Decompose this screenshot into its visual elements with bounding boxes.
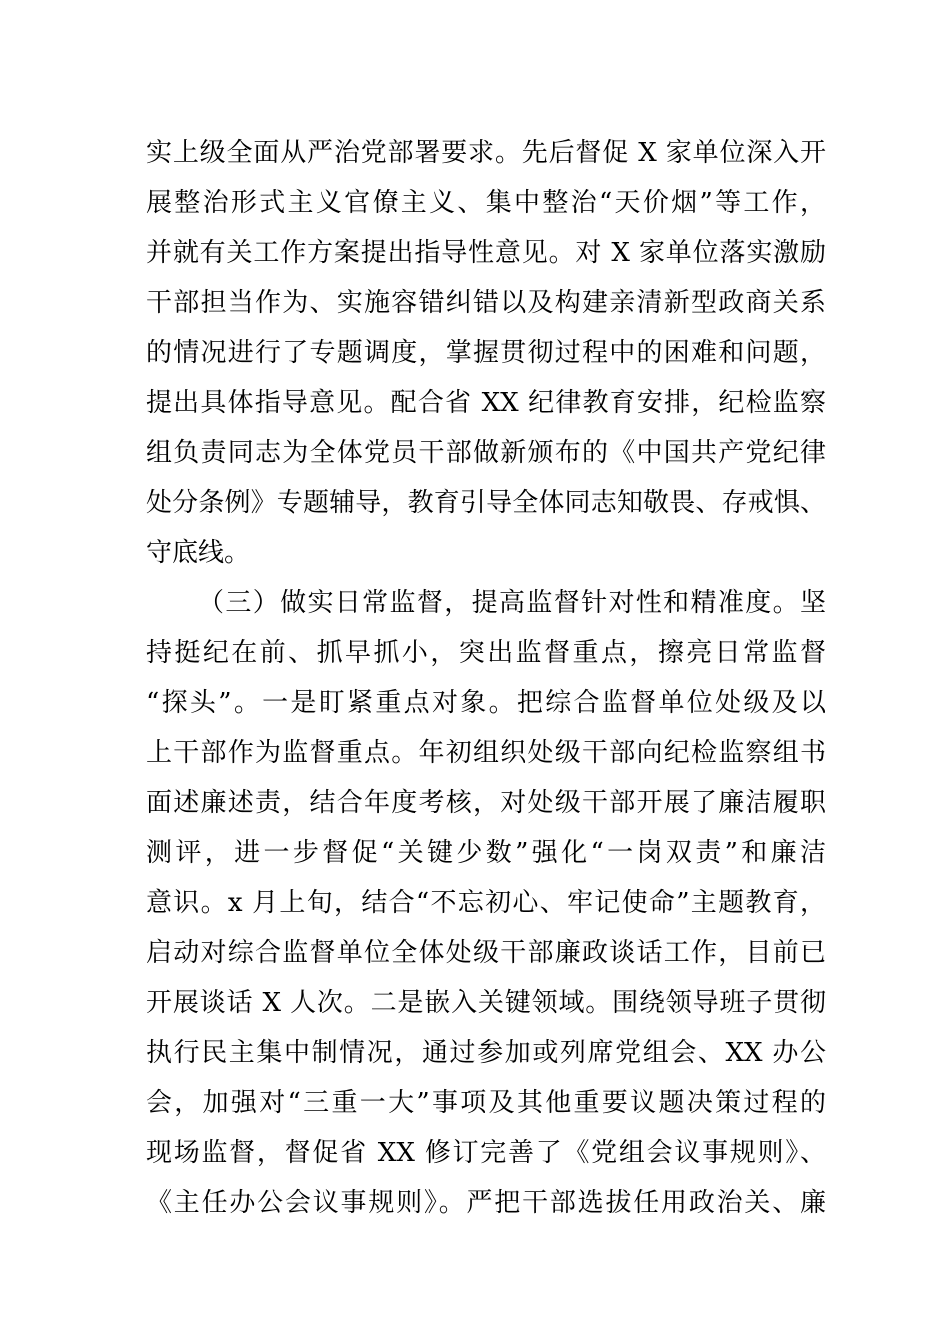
- text-line: 组负责同志为全体党员干部做新颁布的《中国共产党纪律: [146, 438, 826, 468]
- text-line: 持挺纪在前、抓早抓小，突出监督重点，擦亮日常监督: [146, 638, 826, 668]
- text-line: 《主任办公会议事规则》。严把干部选拔任用政治关、廉: [146, 1188, 826, 1218]
- body-text: [146, 128, 826, 1228]
- text-line: 上干部作为监督重点。年初组织处级干部向纪检监察组书: [146, 738, 826, 768]
- text-line: 处分条例》专题辅导，教育引导全体同志知敬畏、存戒惧、: [146, 488, 826, 518]
- paragraph-end-line: 守底线。: [146, 538, 251, 568]
- text-line: 测评，进一步督促“关键少数”强化“一岗双责”和廉洁: [146, 838, 826, 868]
- text-line: 执行民主集中制情况，通过参加或列席党组会、XX 办公: [146, 1038, 826, 1068]
- text-line: 实上级全面从严治党部署要求。先后督促 X 家单位深入开: [146, 138, 826, 168]
- text-line: 面述廉述责，结合年度考核，对处级干部开展了廉洁履职: [146, 788, 826, 818]
- text-line: 开展谈话 X 人次。二是嵌入关键领域。围绕领导班子贯彻: [146, 988, 826, 1018]
- text-line: 意识。x 月上旬，结合“不忘初心、牢记使命”主题教育，: [146, 888, 826, 918]
- text-line: 展整治形式主义官僚主义、集中整治“天价烟”等工作，: [146, 188, 826, 218]
- text-line: 启动对综合监督单位全体处级干部廉政谈话工作，目前已: [146, 938, 826, 968]
- text-line: 干部担当作为、实施容错纠错以及构建亲清新型政商关系: [146, 288, 826, 318]
- text-line: 的情况进行了专题调度，掌握贯彻过程中的困难和问题，: [146, 338, 826, 368]
- section-heading-line: （三）做实日常监督，提高监督针对性和精准度。坚: [198, 588, 826, 618]
- text-line: 现场监督，督促省 XX 修订完善了《党组会议事规则》、: [146, 1138, 826, 1168]
- text-line: 提出具体指导意见。配合省 XX 纪律教育安排，纪检监察: [146, 388, 826, 418]
- text-line: “探头”。一是盯紧重点对象。把综合监督单位处级及以: [146, 688, 826, 718]
- text-line: 并就有关工作方案提出指导性意见。对 X 家单位落实激励: [146, 238, 826, 268]
- text-line: 会，加强对“三重一大”事项及其他重要议题决策过程的: [146, 1088, 826, 1118]
